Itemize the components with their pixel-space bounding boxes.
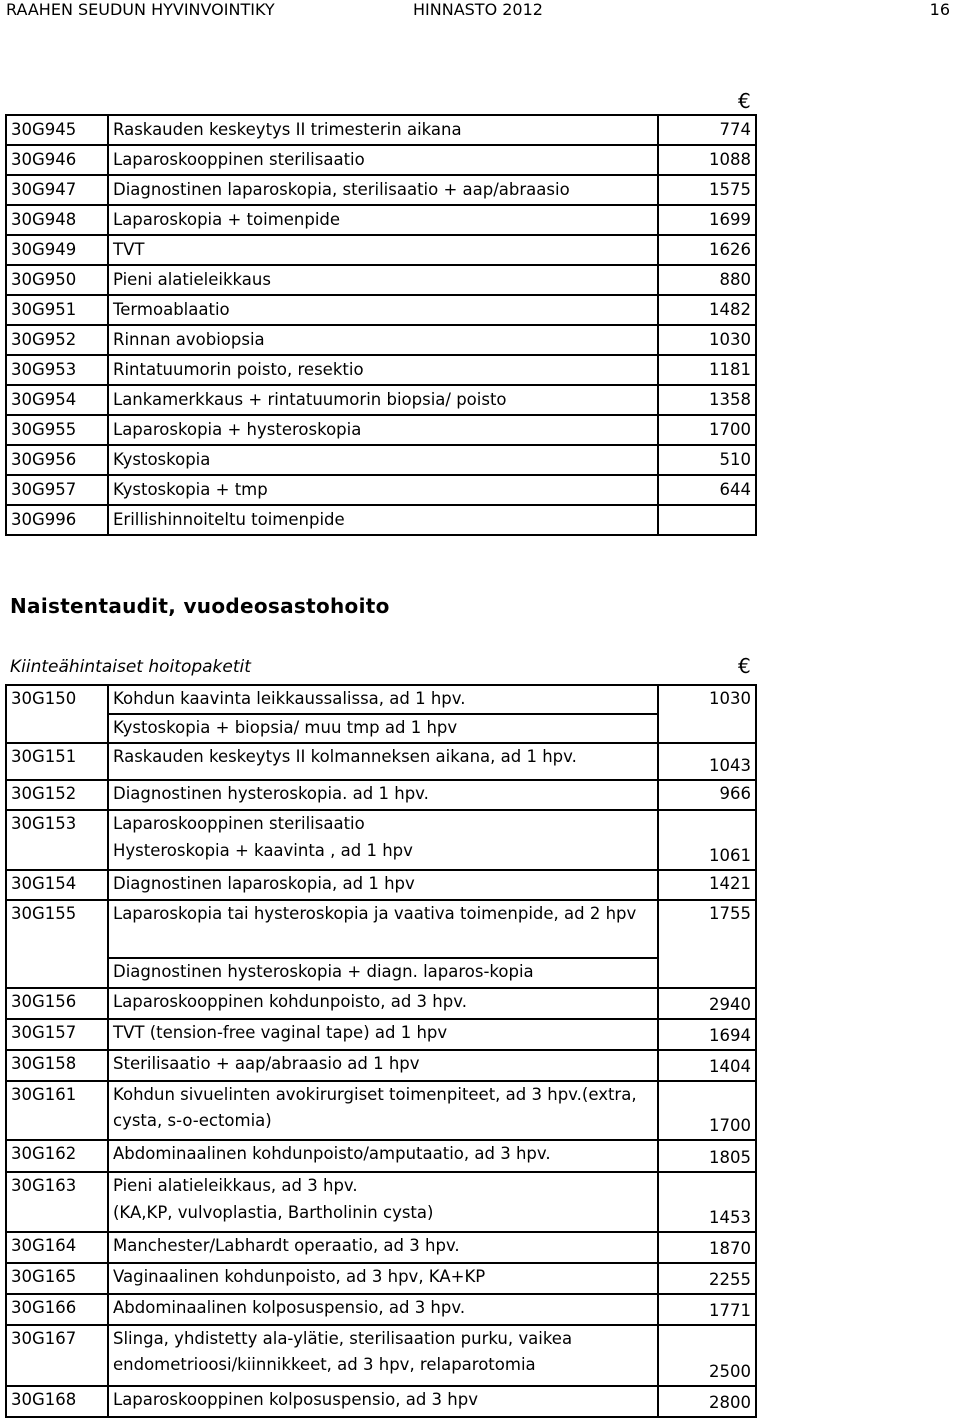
procedure-price: 1575 [658, 175, 756, 205]
procedure-price: 1358 [658, 385, 756, 415]
procedure-description: Diagnostinen laparoskopia, sterilisaatio + aap/abraasio [108, 175, 658, 205]
package-code: 30G163 [6, 1172, 108, 1200]
package-code [6, 1200, 108, 1232]
package-description: Pieni alatieleikkaus, ad 3 hpv. [108, 1172, 658, 1200]
package-description: Laparoskooppinen kolposuspensio, ad 3 hpv [108, 1386, 658, 1417]
package-price [658, 1172, 756, 1200]
table-row [6, 1294, 756, 1325]
package-price: 2500 [658, 1325, 756, 1386]
package-price: 1700 [658, 1081, 756, 1140]
procedure-price: 1699 [658, 205, 756, 235]
procedure-price: 880 [658, 265, 756, 295]
procedure-code: 30G953 [6, 355, 108, 385]
procedure-description: Kystoskopia + tmp [108, 475, 658, 505]
package-description: Hysteroskopia + kaavinta , ad 1 hpv [108, 838, 658, 870]
package-code: 30G157 [6, 1019, 108, 1050]
package-price: 1453 [658, 1200, 756, 1232]
procedure-code: 30G946 [6, 145, 108, 175]
package-code: 30G155 [6, 900, 108, 958]
package-description: Sterilisaatio + aap/abraasio ad 1 hpv [108, 1050, 658, 1081]
currency-symbol: € [738, 89, 751, 113]
procedure-price [658, 505, 756, 535]
price-table-packages [5, 684, 757, 1418]
procedure-code: 30G955 [6, 415, 108, 445]
table-row [6, 1263, 756, 1294]
procedure-code: 30G951 [6, 295, 108, 325]
procedure-code: 30G948 [6, 205, 108, 235]
package-description: Diagnostinen hysteroskopia. ad 1 hpv. [108, 780, 658, 810]
table-row [6, 838, 756, 870]
procedure-description: Laparoskopia + toimenpide [108, 205, 658, 235]
procedure-price: 510 [658, 445, 756, 475]
package-price [658, 810, 756, 838]
procedure-description: Pieni alatieleikkaus [108, 265, 658, 295]
package-code: 30G154 [6, 870, 108, 900]
procedure-description: Rintatuumorin poisto, resektio [108, 355, 658, 385]
table-row [6, 900, 756, 958]
currency-symbol: € [738, 654, 751, 678]
package-code: 30G158 [6, 1050, 108, 1081]
procedure-description: Termoablaatio [108, 295, 658, 325]
procedure-description: Laparoskooppinen sterilisaatio [108, 145, 658, 175]
package-price: 1771 [658, 1294, 756, 1325]
package-description: Kystoskopia + biopsia/ muu tmp ad 1 hpv [108, 714, 658, 743]
table-row [6, 1200, 756, 1232]
table-row [6, 265, 756, 295]
package-price: 1043 [658, 743, 756, 780]
price-table-procedures [5, 114, 757, 536]
package-code: 30G161 [6, 1081, 108, 1140]
package-code: 30G166 [6, 1294, 108, 1325]
package-price: 2940 [658, 988, 756, 1019]
package-description: (KA,KP, vulvoplastia, Bartholinin cysta) [108, 1200, 658, 1232]
table-row [6, 714, 756, 743]
table-row [6, 505, 756, 535]
procedure-code: 30G956 [6, 445, 108, 475]
table-row [6, 1081, 756, 1140]
package-description: Kohdun sivuelinten avokirurgiset toimenpiteet, ad 3 hpv.(extra, cysta, s-o-ectomia) [108, 1081, 658, 1140]
procedure-code: 30G949 [6, 235, 108, 265]
package-price: 1061 [658, 838, 756, 870]
package-price: 966 [658, 780, 756, 810]
package-description: Abdominaalinen kohdunpoisto/amputaatio, ad 3 hpv. [108, 1140, 658, 1172]
package-description: Manchester/Labhardt operaatio, ad 3 hpv. [108, 1232, 658, 1263]
package-price: 1694 [658, 1019, 756, 1050]
procedure-price: 1482 [658, 295, 756, 325]
package-description: Raskauden keskeytys II kolmanneksen aikana, ad 1 hpv. [108, 743, 658, 780]
table-row [6, 385, 756, 415]
section-title: Naistentaudit, vuodeosastohoito [10, 594, 390, 618]
table-row [6, 958, 756, 988]
procedure-description: Laparoskopia + hysteroskopia [108, 415, 658, 445]
package-code: 30G153 [6, 810, 108, 838]
package-description: Kohdun kaavinta leikkaussalissa, ad 1 hpv. [108, 685, 658, 714]
table-row [6, 1172, 756, 1200]
table-row [6, 325, 756, 355]
procedure-description: Lankamerkkaus + rintatuumorin biopsia/ poisto [108, 385, 658, 415]
procedure-code: 30G950 [6, 265, 108, 295]
table-row [6, 780, 756, 810]
procedure-price: 1030 [658, 325, 756, 355]
table-row [6, 810, 756, 838]
package-price: 1421 [658, 870, 756, 900]
procedure-code: 30G996 [6, 505, 108, 535]
procedure-price: 644 [658, 475, 756, 505]
package-description: Diagnostinen laparoskopia, ad 1 hpv [108, 870, 658, 900]
package-description: Abdominaalinen kolposuspensio, ad 3 hpv. [108, 1294, 658, 1325]
package-description: Laparoskooppinen sterilisaatio [108, 810, 658, 838]
package-price: 1755 [658, 900, 756, 958]
table-row [6, 235, 756, 265]
package-code: 30G156 [6, 988, 108, 1019]
procedure-description: Rinnan avobiopsia [108, 325, 658, 355]
package-price: 1805 [658, 1140, 756, 1172]
table-row [6, 1019, 756, 1050]
table-row [6, 295, 756, 325]
package-code [6, 838, 108, 870]
procedure-price: 1181 [658, 355, 756, 385]
package-price: 1030 [658, 685, 756, 714]
table-row [6, 1050, 756, 1081]
table-row [6, 145, 756, 175]
page-number: 16 [929, 0, 950, 19]
table-row [6, 445, 756, 475]
table-row [6, 1140, 756, 1172]
table-row [6, 355, 756, 385]
page-header [0, 0, 960, 24]
package-code [6, 714, 108, 743]
procedure-description: Kystoskopia [108, 445, 658, 475]
package-price: 2255 [658, 1263, 756, 1294]
package-price: 2800 [658, 1386, 756, 1417]
package-code: 30G168 [6, 1386, 108, 1417]
table-row [6, 415, 756, 445]
table-row [6, 115, 756, 145]
package-price: 1870 [658, 1232, 756, 1263]
package-description: Laparoskooppinen kohdunpoisto, ad 3 hpv. [108, 988, 658, 1019]
section-subtitle: Kiinteähintaiset hoitopaketit [10, 657, 251, 677]
procedure-price: 1088 [658, 145, 756, 175]
package-price: 1404 [658, 1050, 756, 1081]
package-code: 30G162 [6, 1140, 108, 1172]
package-description: Laparoskopia tai hysteroskopia ja vaativa toimenpide, ad 2 hpv [108, 900, 658, 958]
package-code: 30G165 [6, 1263, 108, 1294]
document-title: HINNASTO 2012 [413, 0, 543, 19]
table-row [6, 1325, 756, 1386]
table-row [6, 1232, 756, 1263]
procedure-description: Raskauden keskeytys II trimesterin aikana [108, 115, 658, 145]
procedure-code: 30G947 [6, 175, 108, 205]
package-code [6, 958, 108, 988]
procedure-price: 774 [658, 115, 756, 145]
package-price [658, 958, 756, 988]
procedure-code: 30G945 [6, 115, 108, 145]
package-code: 30G164 [6, 1232, 108, 1263]
procedure-description: TVT [108, 235, 658, 265]
procedure-price: 1700 [658, 415, 756, 445]
procedure-price: 1626 [658, 235, 756, 265]
table-row [6, 870, 756, 900]
package-code: 30G150 [6, 685, 108, 714]
table-row [6, 205, 756, 235]
package-description: Diagnostinen hysteroskopia + diagn. laparos-kopia [108, 958, 658, 988]
package-code: 30G152 [6, 780, 108, 810]
procedure-description: Erillishinnoiteltu toimenpide [108, 505, 658, 535]
procedure-code: 30G954 [6, 385, 108, 415]
package-description: TVT (tension-free vaginal tape) ad 1 hpv [108, 1019, 658, 1050]
table-row [6, 685, 756, 714]
table-row [6, 743, 756, 780]
package-description: Vaginaalinen kohdunpoisto, ad 3 hpv, KA+KP [108, 1263, 658, 1294]
table-row [6, 988, 756, 1019]
table-row [6, 175, 756, 205]
table-row [6, 1386, 756, 1417]
package-code: 30G167 [6, 1325, 108, 1386]
table-row [6, 475, 756, 505]
package-price [658, 714, 756, 743]
procedure-code: 30G952 [6, 325, 108, 355]
procedure-code: 30G957 [6, 475, 108, 505]
package-code: 30G151 [6, 743, 108, 780]
package-description: Slinga, yhdistetty ala-ylätie, sterilisaation purku, vaikea endometrioosi/kiinnikkeet, ad 3 hpv, relaparotomia [108, 1325, 658, 1386]
organization-name: RAAHEN SEUDUN HYVINVOINTIKY [6, 0, 275, 19]
